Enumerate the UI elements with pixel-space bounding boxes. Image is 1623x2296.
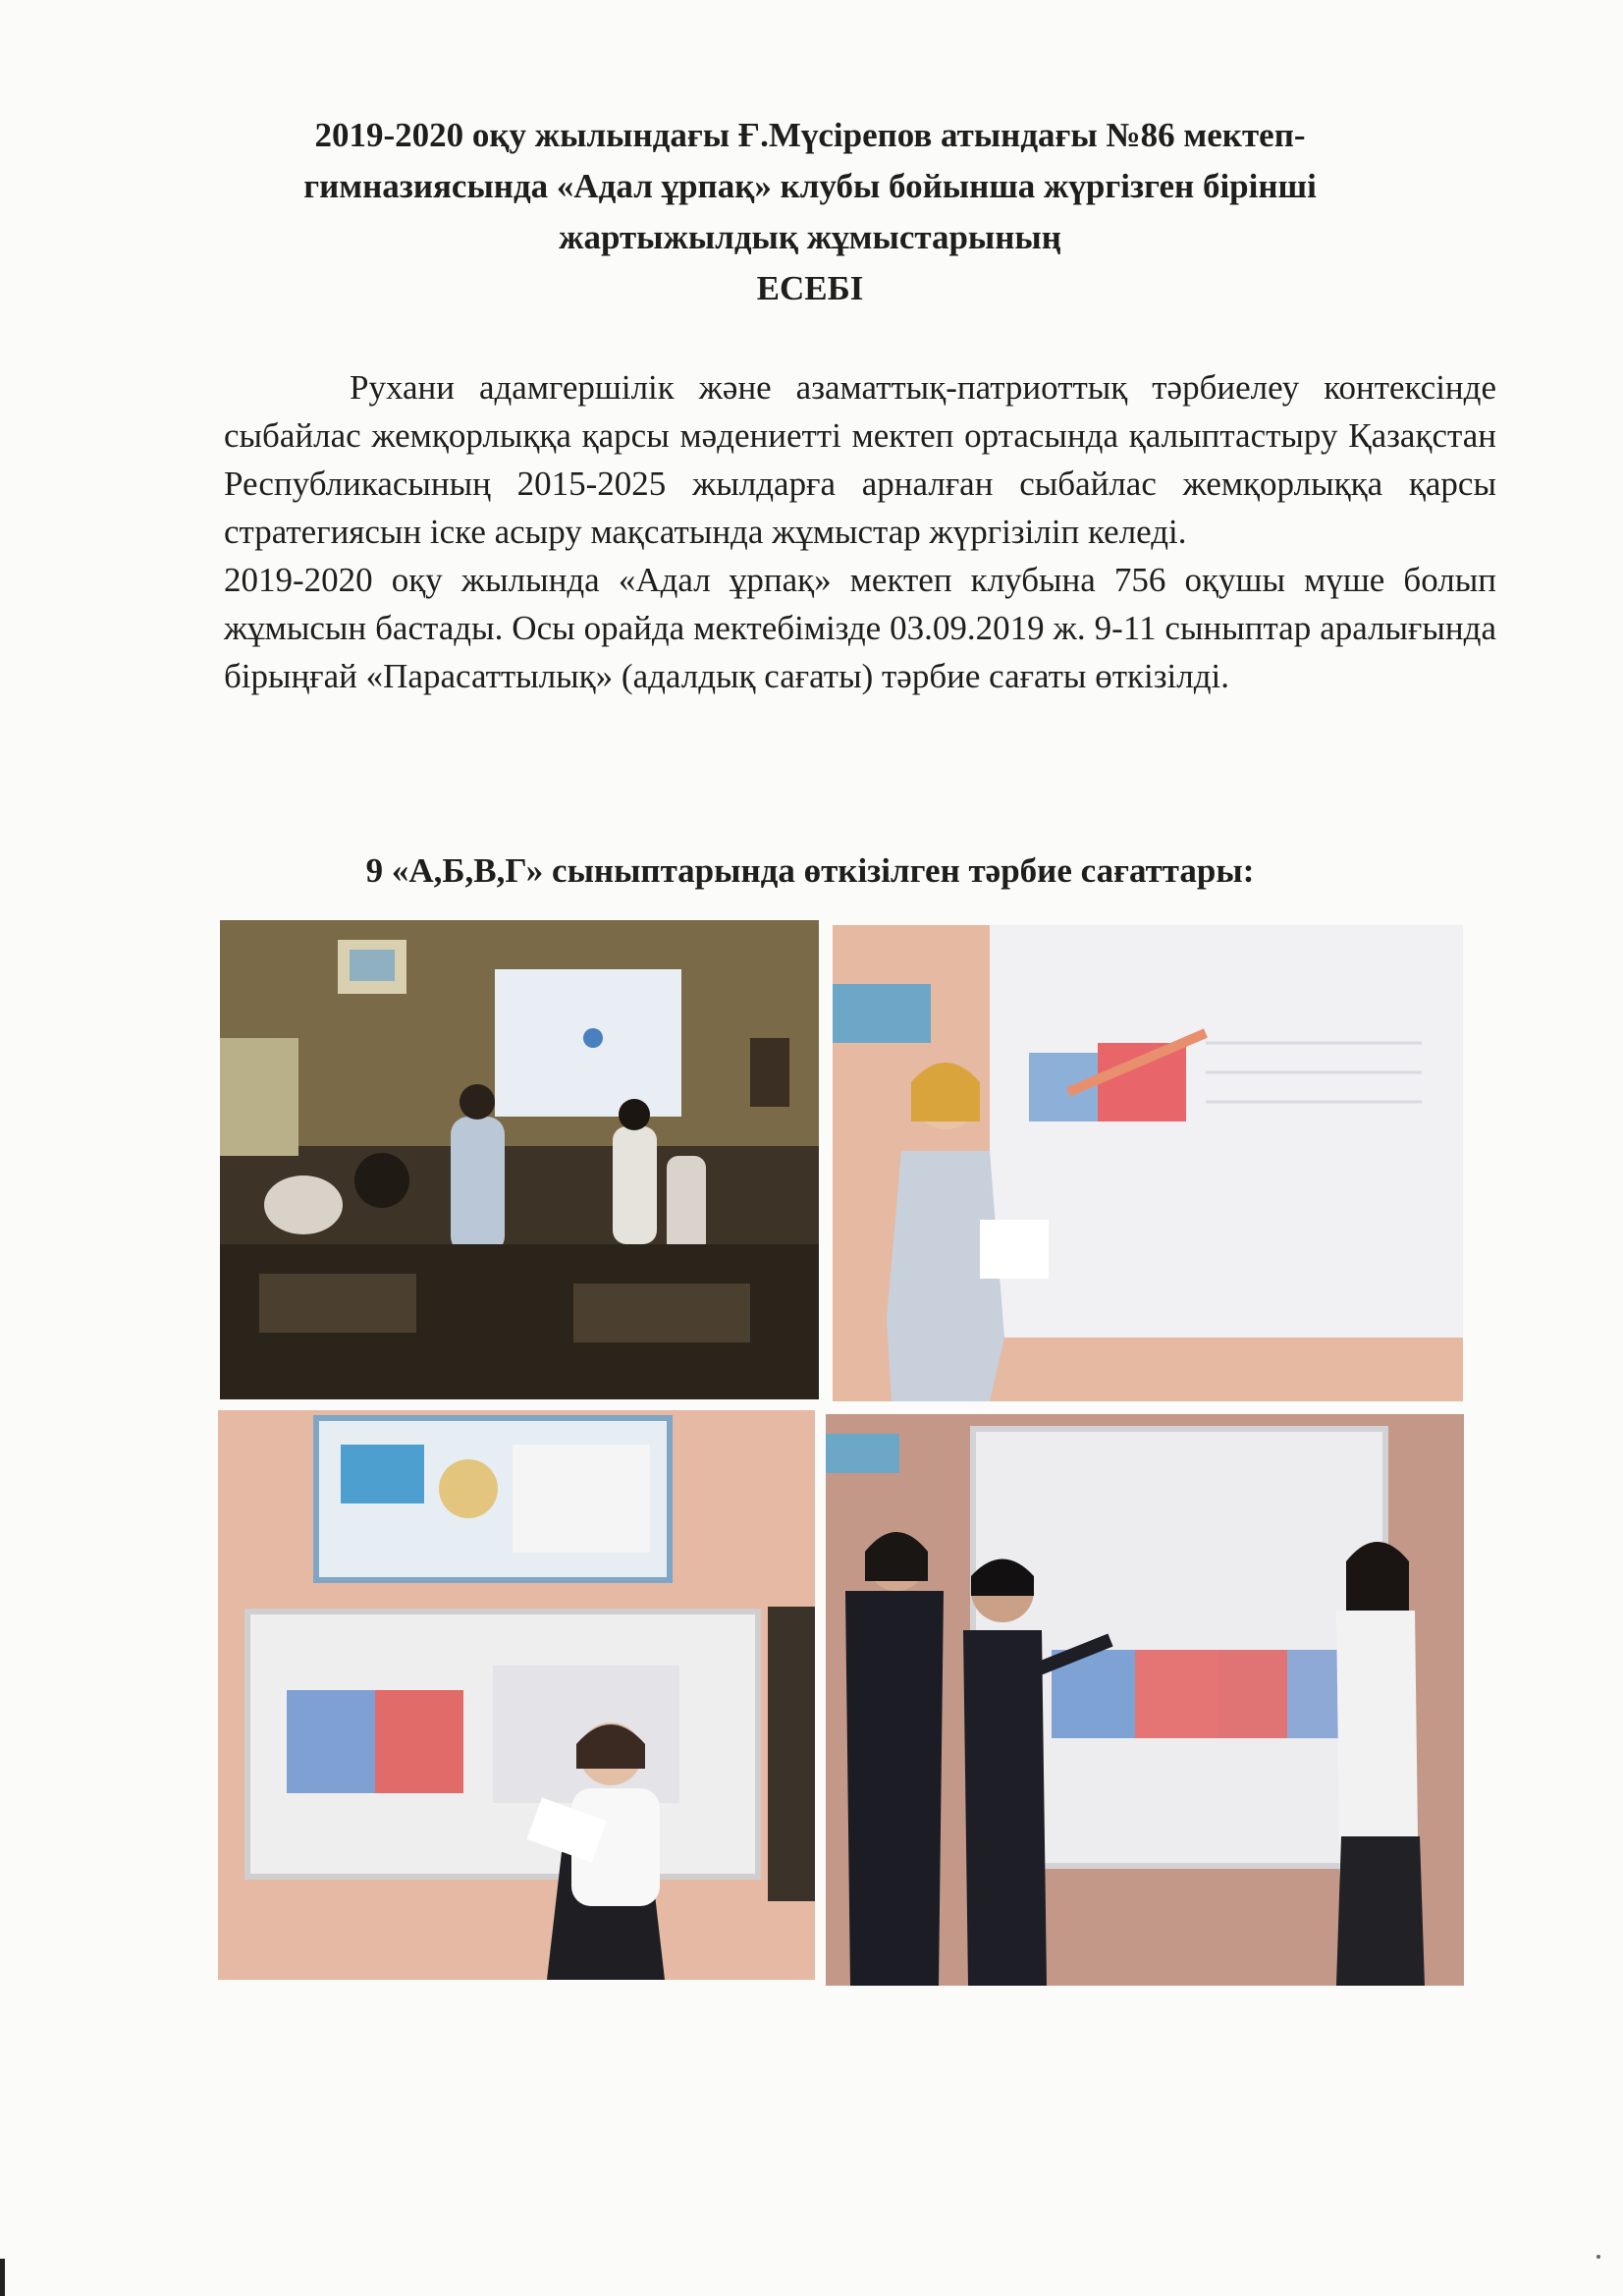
scan-artifact-dot <box>1596 2255 1600 2259</box>
title-line-1: 2019-2020 оқу жылындағы Ғ.Мүсірепов атындағы №86 мектеп- <box>314 116 1306 154</box>
photos-heading: 9 «А,Б,В,Г» сыныптарында өткізілген тәрбие сағаттары: <box>365 851 1255 890</box>
photo-classroom-students <box>220 920 819 1399</box>
scan-artifact-mark <box>0 2259 5 2296</box>
paragraph-2: 2019-2020 оқу жылында «Адал ұрпақ» мектеп клубына 756 оқушы мүше болып жұмысын бастады. Осы орайда мектебімізде 03.09.2019 ж. 9-11 сыныптар аралығында бірыңғай «Парасаттылық» (адалдық сағаты) тәрбие сағаты өткізілді. <box>224 561 1496 695</box>
title-line-3: жартыжылдық жұмыстарының <box>559 218 1061 256</box>
photo-students-at-screen <box>826 1414 1464 1986</box>
report-title <box>196 110 1424 314</box>
photo-student-presenting <box>218 1410 815 1980</box>
title-line-4: ЕСЕБІ <box>756 269 864 307</box>
paragraph-1: Рухани адамгершілік және азаматтық-патриоттық тәрбиелеу контексінде сыбайлас жемқорлыққа қарсы мәдениетті мектеп ортасында қалыптастыру Қазақстан Республикасының 2015-2025 жылдарға арналған сыбайлас жемқорлыққа қарсы стратегиясын іске асыру мақсатында жұмыстар жүргізіліп келеді. <box>224 368 1496 551</box>
title-line-2: гимназиясында «Адал ұрпақ» клубы бойынша жүргізген бірінші <box>303 167 1317 205</box>
photo-teacher-pointing <box>833 925 1463 1401</box>
report-body <box>224 363 1496 700</box>
